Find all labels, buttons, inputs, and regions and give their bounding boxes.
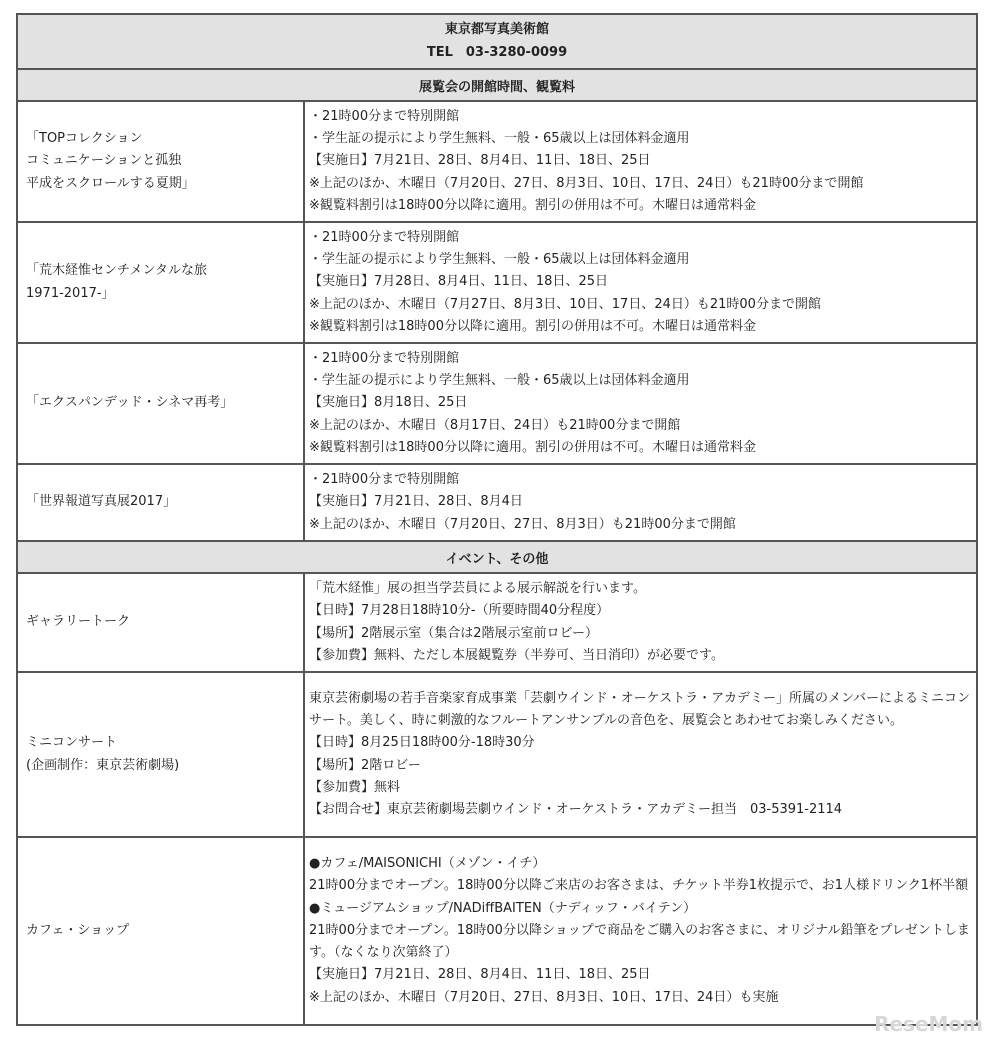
detail-line: ・学生証の提示により学生無料、一般・65歳以上は団体料金適用 (309, 131, 690, 147)
detail-line: ・学生証の提示により学生無料、一般・65歳以上は団体料金適用 (309, 252, 690, 268)
detail-line: 【場所】2階展示室（集合は2階展示室前ロビー） (309, 625, 599, 641)
label-line: 「荒木経惟センチメンタルな旅 (26, 263, 207, 279)
row-detail (304, 672, 977, 837)
detail-line: 「荒木経惟」展の担当学芸員による展示解説を行います。 (309, 580, 646, 596)
row-label (17, 343, 304, 464)
detail-line: ※上記のほか、木曜日（7月20日、27日、8月3日、10日、17日、24日）も21時00分まで開館 (309, 175, 864, 191)
label-line: 1971-2017-」 (26, 285, 115, 301)
section-header-row (17, 69, 977, 101)
detail-paragraph: 東京芸術劇場の若手音楽家育成事業「芸劇ウインド・オーケストラ・アカデミー」所属のメンバーによるミニコンサート。美しく、時に刺激的なフルートアンサンブルの音色を、展覧会とあわせてお楽しみください。 (309, 690, 971, 728)
label-line: 「エクスパンデッド・シネマ再考」 (26, 395, 234, 411)
detail-line: 【実施日】8月18日、25日 (309, 395, 468, 411)
section-header-row (17, 541, 977, 573)
detail-line: ※観覧料割引は18時00分以降に適用。割引の併用は不可。木曜日は通常料金 (309, 318, 756, 334)
detail-line: ・21時00分まで特別開館 (309, 108, 460, 124)
table-row (17, 837, 977, 1025)
detail-line: 【参加費】無料 (309, 779, 401, 795)
table-row (17, 343, 977, 464)
label-line: 「世界報道写真展2017」 (26, 494, 177, 510)
row-label (17, 222, 304, 343)
detail-line: ●ミュージアムショップ/NADiffBAITEN（ナディッフ・バイテン） (309, 900, 697, 916)
row-label (17, 464, 304, 541)
row-detail (304, 343, 977, 464)
detail-line: ※上記のほか、木曜日（7月20日、27日、8月3日）も21時00分まで開館 (309, 516, 736, 532)
museum-name: 東京都写真美術館 (444, 22, 549, 38)
detail-line: ※上記のほか、木曜日（8月17日、24日）も21時00分まで開館 (309, 417, 681, 433)
detail-line: 【実施日】7月21日、28日、8月4日、11日、18日、25日 (309, 967, 651, 983)
row-label (17, 672, 304, 837)
detail-line: ・21時00分まで特別開館 (309, 472, 460, 488)
row-detail (304, 222, 977, 343)
detail-paragraph: 21時00分までオープン。18時00分以降ご来店のお客さまは、チケット半券1枚提示で、お1人様ドリンク1杯半額 (309, 878, 969, 894)
detail-line: ※観覧料割引は18時00分以降に適用。割引の併用は不可。木曜日は通常料金 (309, 197, 756, 213)
row-label (17, 837, 304, 1025)
table-row (17, 573, 977, 672)
row-label (17, 101, 304, 222)
table-row (17, 672, 977, 837)
label-line: (企画制作：東京芸術劇場) (26, 757, 180, 773)
detail-line: 【場所】2階ロビー (309, 757, 421, 773)
detail-line: 【日時】8月25日18時00分-18時30分 (309, 735, 535, 751)
detail-line: ※上記のほか、木曜日（7月20日、27日、8月3日、10日、17日、24日）も実施 (309, 989, 779, 1005)
museum-header-cell (17, 14, 977, 69)
detail-line: ・21時00分まで特別開館 (309, 229, 460, 245)
section1-title: 展覧会の開館時間、観覧料 (17, 69, 977, 101)
row-detail (304, 101, 977, 222)
label-line: カフェ・ショップ (26, 922, 130, 938)
table-row (17, 464, 977, 541)
row-label (17, 573, 304, 672)
detail-paragraph: 21時00分までオープン。18時00分以降ショップで商品をご購入のお客さまに、オリジナル鉛筆をプレゼントします。（なくなり次第終了） (309, 922, 970, 961)
label-line: ギャラリートーク (26, 614, 131, 630)
row-detail (304, 464, 977, 541)
watermark-logo: ReseMom (874, 1012, 983, 1036)
detail-line: 【お問合せ】東京芸術劇場芸劇ウインド・オーケストラ・アカデミー担当 03-5391-2114 (309, 802, 843, 818)
label-line: コミュニケーションと孤独 (26, 153, 182, 169)
detail-line: 【実施日】7月28日、8月4日、11日、18日、25日 (309, 274, 608, 290)
museum-tel: TEL 03-3280-0099 (426, 44, 568, 60)
detail-line: 【日時】7月28日18時10分-（所要時間40分程度） (309, 603, 610, 619)
label-line: 平成をスクロールする夏期」 (26, 175, 195, 191)
table-row (17, 101, 977, 222)
section2-title: イベント、その他 (17, 541, 977, 573)
detail-line: ※上記のほか、木曜日（7月27日、8月3日、10日、17日、24日）も21時00分まで開館 (309, 296, 821, 312)
label-line: 「TOPコレクション (26, 131, 143, 147)
label-line: ミニコンサート (26, 735, 118, 751)
detail-line: 【実施日】7月21日、28日、8月4日 (309, 494, 523, 510)
detail-line: 【参加費】無料、ただし本展観覧券（半券可、当日消印）が必要です。 (309, 647, 724, 663)
detail-line: ●カフェ/MAISONICHI（メゾン・イチ） (309, 855, 546, 871)
info-table (16, 13, 978, 1026)
detail-line: 【実施日】7月21日、28日、8月4日、11日、18日、25日 (309, 153, 651, 169)
detail-line: ・学生証の提示により学生無料、一般・65歳以上は団体料金適用 (309, 373, 690, 389)
museum-header-row (17, 14, 977, 69)
row-detail (304, 837, 977, 1025)
detail-line: ※観覧料割引は18時00分以降に適用。割引の併用は不可。木曜日は通常料金 (309, 439, 756, 455)
row-detail (304, 573, 977, 672)
table-row (17, 222, 977, 343)
detail-line: ・21時00分まで特別開館 (309, 350, 460, 366)
